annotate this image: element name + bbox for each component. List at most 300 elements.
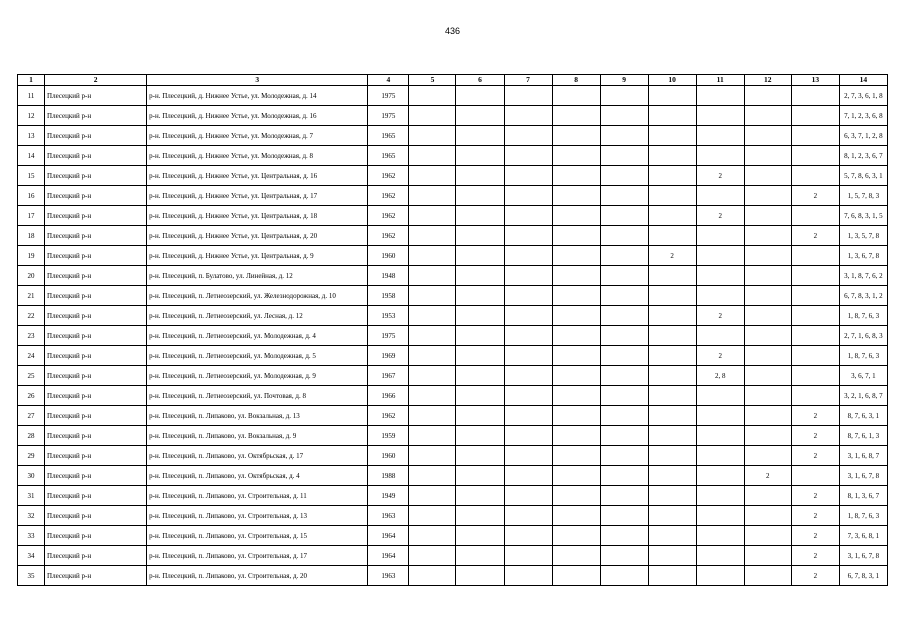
column-8-cell [552,246,600,266]
column-12-cell [744,566,791,586]
priority-codes-cell: 1, 8, 7, 6, 3 [839,346,887,366]
table-row [18,166,888,186]
priority-codes-cell: 7, 1, 2, 3, 6, 8 [839,106,887,126]
row-number-cell: 32 [18,506,45,526]
column-5-cell [409,386,456,406]
column-5-cell [409,366,456,386]
column-13-cell [791,286,839,306]
priority-codes-cell: 1, 3, 6, 7, 8 [839,246,887,266]
column-10-cell [648,106,696,126]
column-9-cell [600,526,648,546]
column-7-cell [504,326,552,346]
year-cell: 1975 [368,106,409,126]
address-cell: р-н. Плесецкий, д. Нижнее Устье, ул. Молодежная, д. 8 [147,146,368,166]
district-cell: Плесецкий р-н [45,246,147,266]
address-cell: р-н. Плесецкий, п. Липаково, ул. Строительная, д. 13 [147,506,368,526]
column-13-cell: 2 [791,566,839,586]
column-7-cell [504,346,552,366]
column-11-cell [696,226,744,246]
column-9-cell [600,106,648,126]
column-6-cell [456,226,504,246]
row-number-cell: 23 [18,326,45,346]
column-8-cell [552,526,600,546]
table-row [18,346,888,366]
column-5-cell [409,86,456,106]
column-10-cell [648,406,696,426]
column-13-cell [791,366,839,386]
column-9-cell [600,426,648,446]
priority-codes-cell: 1, 5, 7, 8, 3 [839,186,887,206]
column-13-cell [791,326,839,346]
address-cell: р-н. Плесецкий, п. Булатово, ул. Линейная, д. 12 [147,266,368,286]
column-5-cell [409,546,456,566]
column-6-cell [456,346,504,366]
column-10-cell [648,466,696,486]
table-row [18,146,888,166]
row-number-cell: 34 [18,546,45,566]
column-10-cell [648,546,696,566]
priority-codes-cell: 3, 1, 6, 7, 8 [839,546,887,566]
column-10-cell: 2 [648,246,696,266]
column-9-cell [600,186,648,206]
row-number-cell: 20 [18,266,45,286]
priority-codes-cell: 3, 2, 1, 6, 8, 7 [839,386,887,406]
year-cell: 1962 [368,186,409,206]
address-cell: р-н. Плесецкий, п. Липаково, ул. Октябрьская, д. 17 [147,446,368,466]
column-11-cell [696,266,744,286]
column-6-cell [456,526,504,546]
column-10-cell [648,366,696,386]
district-cell: Плесецкий р-н [45,146,147,166]
column-10-cell [648,526,696,546]
column-header-11: 11 [696,75,744,86]
column-header-5: 5 [409,75,456,86]
column-13-cell [791,306,839,326]
column-7-cell [504,226,552,246]
row-number-cell: 24 [18,346,45,366]
column-6-cell [456,406,504,426]
district-cell: Плесецкий р-н [45,426,147,446]
year-cell: 1960 [368,446,409,466]
column-13-cell [791,266,839,286]
column-12-cell [744,326,791,346]
column-7-cell [504,566,552,586]
column-10-cell [648,486,696,506]
column-6-cell [456,186,504,206]
row-number-cell: 22 [18,306,45,326]
district-cell: Плесецкий р-н [45,286,147,306]
column-5-cell [409,466,456,486]
row-number-cell: 12 [18,106,45,126]
year-cell: 1958 [368,286,409,306]
column-7-cell [504,186,552,206]
priority-codes-cell: 8, 7, 6, 1, 3 [839,426,887,446]
column-header-1: 1 [18,75,45,86]
column-9-cell [600,506,648,526]
district-cell: Плесецкий р-н [45,386,147,406]
column-11-cell [696,126,744,146]
column-8-cell [552,546,600,566]
priority-codes-cell: 8, 1, 2, 3, 6, 7 [839,146,887,166]
column-7-cell [504,506,552,526]
column-8-cell [552,86,600,106]
column-header-10: 10 [648,75,696,86]
row-number-cell: 31 [18,486,45,506]
column-header-4: 4 [368,75,409,86]
column-10-cell [648,506,696,526]
table-row [18,406,888,426]
column-12-cell [744,446,791,466]
column-6-cell [456,106,504,126]
district-cell: Плесецкий р-н [45,226,147,246]
priority-codes-cell: 3, 1, 6, 8, 7 [839,446,887,466]
table-row [18,486,888,506]
column-6-cell [456,546,504,566]
column-11-cell [696,106,744,126]
column-8-cell [552,346,600,366]
year-cell: 1969 [368,346,409,366]
district-cell: Плесецкий р-н [45,106,147,126]
year-cell: 1965 [368,146,409,166]
column-5-cell [409,506,456,526]
column-9-cell [600,126,648,146]
column-5-cell [409,146,456,166]
column-5-cell [409,426,456,446]
column-7-cell [504,466,552,486]
column-6-cell [456,286,504,306]
column-7-cell [504,206,552,226]
address-cell: р-н. Плесецкий, д. Нижнее Устье, ул. Центральная, д. 18 [147,206,368,226]
column-8-cell [552,286,600,306]
column-8-cell [552,306,600,326]
column-header-8: 8 [552,75,600,86]
column-12-cell [744,546,791,566]
column-8-cell [552,126,600,146]
column-7-cell [504,126,552,146]
district-cell: Плесецкий р-н [45,186,147,206]
table-row [18,366,888,386]
row-number-cell: 29 [18,446,45,466]
address-cell: р-н. Плесецкий, п. Летнеозерский, ул. Лесная, д. 12 [147,306,368,326]
column-9-cell [600,226,648,246]
column-5-cell [409,286,456,306]
year-cell: 1962 [368,206,409,226]
column-6-cell [456,566,504,586]
column-10-cell [648,146,696,166]
column-6-cell [456,166,504,186]
district-cell: Плесецкий р-н [45,126,147,146]
column-12-cell [744,126,791,146]
year-cell: 1988 [368,466,409,486]
column-13-cell: 2 [791,526,839,546]
year-cell: 1975 [368,326,409,346]
row-number-cell: 33 [18,526,45,546]
column-7-cell [504,426,552,446]
column-12-cell [744,366,791,386]
column-9-cell [600,486,648,506]
column-8-cell [552,386,600,406]
column-6-cell [456,306,504,326]
column-13-cell: 2 [791,506,839,526]
column-8-cell [552,266,600,286]
table-row [18,566,888,586]
priority-codes-cell: 5, 7, 8, 6, 3, 1 [839,166,887,186]
column-6-cell [456,466,504,486]
column-6-cell [456,206,504,226]
column-13-cell [791,146,839,166]
row-number-cell: 19 [18,246,45,266]
column-13-cell [791,126,839,146]
year-cell: 1967 [368,366,409,386]
table-row [18,186,888,206]
column-10-cell [648,186,696,206]
column-10-cell [648,266,696,286]
column-10-cell [648,446,696,466]
column-12-cell [744,246,791,266]
column-9-cell [600,266,648,286]
column-12-cell [744,106,791,126]
column-10-cell [648,346,696,366]
year-cell: 1949 [368,486,409,506]
column-5-cell [409,186,456,206]
column-13-cell [791,86,839,106]
district-cell: Плесецкий р-н [45,486,147,506]
column-6-cell [456,266,504,286]
column-7-cell [504,86,552,106]
column-6-cell [456,86,504,106]
column-9-cell [600,406,648,426]
column-13-cell [791,106,839,126]
column-12-cell [744,526,791,546]
column-5-cell [409,526,456,546]
column-10-cell [648,566,696,586]
table-row [18,226,888,246]
district-cell: Плесецкий р-н [45,206,147,226]
year-cell: 1960 [368,246,409,266]
column-8-cell [552,486,600,506]
column-8-cell [552,106,600,126]
table-row [18,266,888,286]
column-5-cell [409,566,456,586]
column-12-cell [744,186,791,206]
column-10-cell [648,206,696,226]
column-5-cell [409,306,456,326]
address-cell: р-н. Плесецкий, п. Летнеозерский, ул. Железнодорожная, д. 10 [147,286,368,306]
row-number-cell: 21 [18,286,45,306]
address-cell: р-н. Плесецкий, п. Летнеозерский, ул. Молодежная, д. 9 [147,366,368,386]
address-cell: р-н. Плесецкий, п. Липаково, ул. Октябрьская, д. 4 [147,466,368,486]
column-13-cell [791,206,839,226]
district-cell: Плесецкий р-н [45,166,147,186]
table-row [18,446,888,466]
column-7-cell [504,306,552,326]
column-12-cell [744,486,791,506]
column-header-3: 3 [147,75,368,86]
column-12-cell [744,506,791,526]
column-12-cell [744,306,791,326]
column-6-cell [456,126,504,146]
column-13-cell: 2 [791,186,839,206]
table-row [18,466,888,486]
column-9-cell [600,206,648,226]
district-cell: Плесецкий р-н [45,526,147,546]
priority-codes-cell: 3, 1, 6, 7, 8 [839,466,887,486]
address-cell: р-н. Плесецкий, д. Нижнее Устье, ул. Молодежная, д. 16 [147,106,368,126]
district-cell: Плесецкий р-н [45,406,147,426]
column-5-cell [409,226,456,246]
table-row [18,126,888,146]
column-7-cell [504,406,552,426]
column-7-cell [504,266,552,286]
column-7-cell [504,526,552,546]
column-5-cell [409,326,456,346]
district-cell: Плесецкий р-н [45,86,147,106]
row-number-cell: 27 [18,406,45,426]
column-6-cell [456,366,504,386]
column-6-cell [456,146,504,166]
column-8-cell [552,446,600,466]
column-12-cell [744,426,791,446]
column-12-cell [744,166,791,186]
column-5-cell [409,446,456,466]
column-12-cell [744,226,791,246]
column-8-cell [552,206,600,226]
column-5-cell [409,346,456,366]
column-11-cell: 2 [696,306,744,326]
address-cell: р-н. Плесецкий, д. Нижнее Устье, ул. Центральная, д. 17 [147,186,368,206]
district-cell: Плесецкий р-н [45,446,147,466]
address-cell: р-н. Плесецкий, п. Липаково, ул. Строительная, д. 17 [147,546,368,566]
year-cell: 1963 [368,506,409,526]
column-7-cell [504,546,552,566]
column-header-2: 2 [45,75,147,86]
column-12-cell: 2 [744,466,791,486]
column-11-cell [696,486,744,506]
column-8-cell [552,406,600,426]
column-8-cell [552,326,600,346]
column-11-cell [696,246,744,266]
column-13-cell [791,346,839,366]
column-7-cell [504,446,552,466]
column-6-cell [456,386,504,406]
column-header-7: 7 [504,75,552,86]
priority-codes-cell: 6, 3, 7, 1, 2, 8 [839,126,887,146]
column-6-cell [456,486,504,506]
housing-register-table [17,74,888,586]
priority-codes-cell: 8, 1, 3, 6, 7 [839,486,887,506]
column-7-cell [504,246,552,266]
year-cell: 1962 [368,406,409,426]
column-8-cell [552,506,600,526]
table-row [18,526,888,546]
column-9-cell [600,366,648,386]
row-number-cell: 11 [18,86,45,106]
year-cell: 1965 [368,126,409,146]
district-cell: Плесецкий р-н [45,306,147,326]
table-header [18,75,888,86]
column-5-cell [409,126,456,146]
row-number-cell: 13 [18,126,45,146]
address-cell: р-н. Плесецкий, д. Нижнее Устье, ул. Центральная, д. 20 [147,226,368,246]
column-11-cell [696,386,744,406]
district-cell: Плесецкий р-н [45,506,147,526]
table-row [18,506,888,526]
column-12-cell [744,86,791,106]
table-row [18,306,888,326]
address-cell: р-н. Плесецкий, п. Липаково, ул. Вокзальная, д. 9 [147,426,368,446]
column-7-cell [504,386,552,406]
column-11-cell [696,406,744,426]
address-cell: р-н. Плесецкий, д. Нижнее Устье, ул. Центральная, д. 16 [147,166,368,186]
column-7-cell [504,166,552,186]
table-row [18,286,888,306]
district-cell: Плесецкий р-н [45,326,147,346]
priority-codes-cell: 7, 6, 8, 3, 1, 5 [839,206,887,226]
column-11-cell [696,546,744,566]
column-8-cell [552,146,600,166]
year-cell: 1975 [368,86,409,106]
column-9-cell [600,326,648,346]
column-13-cell: 2 [791,226,839,246]
column-11-cell [696,186,744,206]
column-8-cell [552,166,600,186]
column-9-cell [600,286,648,306]
address-cell: р-н. Плесецкий, п. Липаково, ул. Строительная, д. 11 [147,486,368,506]
column-13-cell: 2 [791,446,839,466]
column-5-cell [409,106,456,126]
priority-codes-cell: 8, 7, 6, 3, 1 [839,406,887,426]
column-13-cell: 2 [791,406,839,426]
column-header-12: 12 [744,75,791,86]
year-cell: 1963 [368,566,409,586]
priority-codes-cell: 3, 6, 7, 1 [839,366,887,386]
column-8-cell [552,426,600,446]
column-10-cell [648,226,696,246]
address-cell: р-н. Плесецкий, п. Летнеозерский, ул. Молодежная, д. 5 [147,346,368,366]
column-11-cell: 2, 8 [696,366,744,386]
column-5-cell [409,406,456,426]
year-cell: 1948 [368,266,409,286]
row-number-cell: 28 [18,426,45,446]
column-header-14: 14 [839,75,887,86]
row-number-cell: 16 [18,186,45,206]
column-10-cell [648,326,696,346]
column-9-cell [600,306,648,326]
column-11-cell [696,146,744,166]
column-11-cell: 2 [696,206,744,226]
column-13-cell: 2 [791,426,839,446]
address-cell: р-н. Плесецкий, п. Летнеозерский, ул. Почтовая, д. 8 [147,386,368,406]
column-9-cell [600,386,648,406]
table-row [18,106,888,126]
column-13-cell: 2 [791,486,839,506]
column-9-cell [600,86,648,106]
year-cell: 1964 [368,546,409,566]
priority-codes-cell: 1, 8, 7, 6, 3 [839,306,887,326]
column-7-cell [504,286,552,306]
column-5-cell [409,206,456,226]
column-10-cell [648,86,696,106]
priority-codes-cell: 3, 1, 8, 7, 6, 2 [839,266,887,286]
column-11-cell [696,526,744,546]
column-9-cell [600,166,648,186]
column-12-cell [744,346,791,366]
year-cell: 1959 [368,426,409,446]
column-9-cell [600,466,648,486]
address-cell: р-н. Плесецкий, д. Нижнее Устье, ул. Молодежная, д. 7 [147,126,368,146]
column-10-cell [648,166,696,186]
column-6-cell [456,506,504,526]
